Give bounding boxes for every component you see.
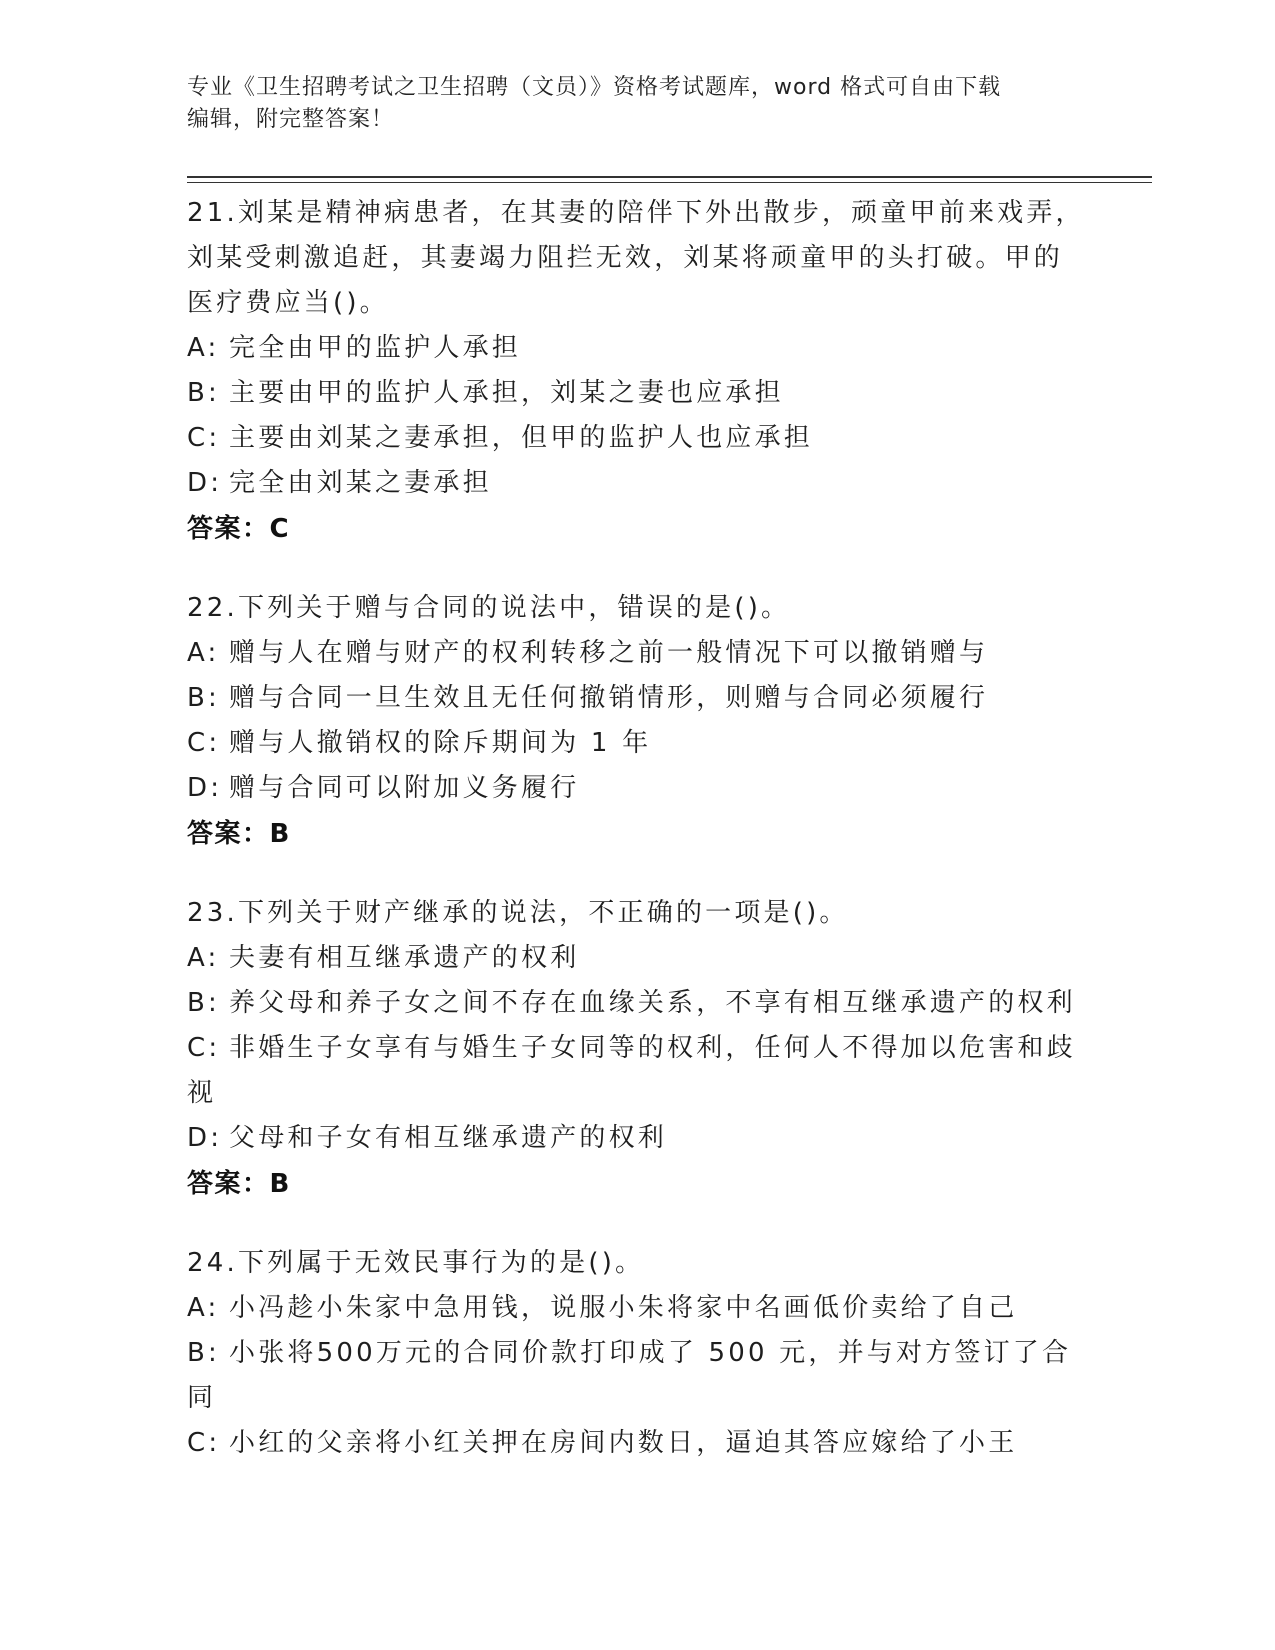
option-text: 小冯趁小朱家中急用钱，说服小朱将家中名画低价卖给了自己 — [229, 1293, 1018, 1323]
option-letter: A: — [187, 943, 220, 973]
option-letter: A: — [187, 333, 220, 363]
option-a — [187, 326, 1087, 371]
stem-line: 24.下列属于无效民事行为的是()。 — [187, 1248, 645, 1278]
option-b — [187, 371, 1087, 416]
option-letter: B: — [187, 683, 220, 713]
stem-line: 医疗费应当()。 — [187, 288, 389, 318]
option-text: 完全由甲的监护人承担 — [229, 333, 522, 363]
option-text: 完全由刘某之妻承担 — [229, 468, 492, 498]
option-text: 非婚生子女享有与婚生子女同等的权利，任何人不得加以危害和歧 — [229, 1033, 1076, 1063]
option-c — [187, 1026, 1087, 1071]
option-letter: A: — [187, 638, 220, 668]
stem-line: 22.下列关于赠与合同的说法中，错误的是()。 — [187, 593, 791, 623]
option-letter: C: — [187, 1428, 221, 1458]
option-text: 赠与人撤销权的除斥期间为 1 年 — [229, 728, 652, 758]
question-stem — [187, 586, 1087, 631]
option-a — [187, 1286, 1087, 1331]
option-text: 主要由甲的监护人承担，刘某之妻也应承担 — [229, 378, 784, 408]
option-c — [187, 1421, 1087, 1466]
answer-label: 答案：C — [187, 514, 291, 544]
option-text: 视 — [187, 1078, 217, 1108]
question-24 — [187, 1241, 1087, 1466]
option-d — [187, 766, 1087, 811]
header-line-2: 编辑，附完整答案！ — [187, 107, 395, 132]
document-header — [187, 72, 1067, 136]
question-stem — [187, 1241, 1087, 1286]
answer-label: 答案：B — [187, 819, 291, 849]
option-letter: D: — [187, 468, 223, 498]
option-c — [187, 721, 1087, 766]
option-c-continuation — [187, 1071, 1087, 1116]
header-line-1: 专业《卫生招聘考试之卫生招聘（文员）》资格考试题库，word 格式可自由下载 — [187, 75, 1002, 100]
question-stem — [187, 191, 1087, 326]
header-divider-thick — [187, 176, 1152, 178]
option-b — [187, 676, 1087, 721]
option-letter: B: — [187, 1338, 220, 1368]
option-text: 小红的父亲将小红关押在房间内数日，逼迫其答应嫁给了小王 — [229, 1428, 1018, 1458]
option-text: 父母和子女有相互继承遗产的权利 — [229, 1123, 668, 1153]
option-letter: C: — [187, 423, 221, 453]
option-b — [187, 981, 1087, 1026]
option-letter: C: — [187, 728, 221, 758]
option-c — [187, 416, 1087, 461]
stem-line: 21.刘某是精神病患者，在其妻的陪伴下外出散步，顽童甲前来戏弄， — [187, 198, 1085, 228]
stem-line: 刘某受刺激追赶，其妻竭力阻拦无效，刘某将顽童甲的头打破。甲的 — [187, 243, 1064, 273]
question-21 — [187, 191, 1087, 552]
question-23 — [187, 891, 1087, 1207]
option-d — [187, 461, 1087, 506]
option-letter: A: — [187, 1293, 220, 1323]
option-letter: D: — [187, 1123, 223, 1153]
option-letter: B: — [187, 378, 220, 408]
option-a — [187, 631, 1087, 676]
option-text: 赠与人在赠与财产的权利转移之前一般情况下可以撤销赠与 — [229, 638, 989, 668]
stem-line: 23.下列关于财产继承的说法，不正确的一项是()。 — [187, 898, 849, 928]
option-letter: B: — [187, 988, 220, 1018]
header-divider-thin — [187, 182, 1152, 183]
answer-label: 答案：B — [187, 1169, 291, 1199]
question-22 — [187, 586, 1087, 857]
option-b — [187, 1331, 1087, 1421]
option-text: 赠与合同一旦生效且无任何撤销情形，则赠与合同必须履行 — [229, 683, 989, 713]
option-text: 赠与合同可以附加义务履行 — [229, 773, 580, 803]
option-text: 夫妻有相互继承遗产的权利 — [229, 943, 580, 973]
question-stem — [187, 891, 1087, 936]
option-letter: C: — [187, 1033, 221, 1063]
option-d — [187, 1116, 1087, 1161]
option-text: 养父母和养子女之间不存在血缘关系，不享有相互继承遗产的权利 — [229, 988, 1076, 1018]
option-text: 主要由刘某之妻承担，但甲的监护人也应承担 — [229, 423, 814, 453]
question-list — [187, 191, 1087, 1500]
option-a — [187, 936, 1087, 981]
option-letter: D: — [187, 773, 223, 803]
option-text: 小张将500万元的合同价款打印成了 500 元，并与对方签订了合同 — [187, 1338, 1072, 1413]
